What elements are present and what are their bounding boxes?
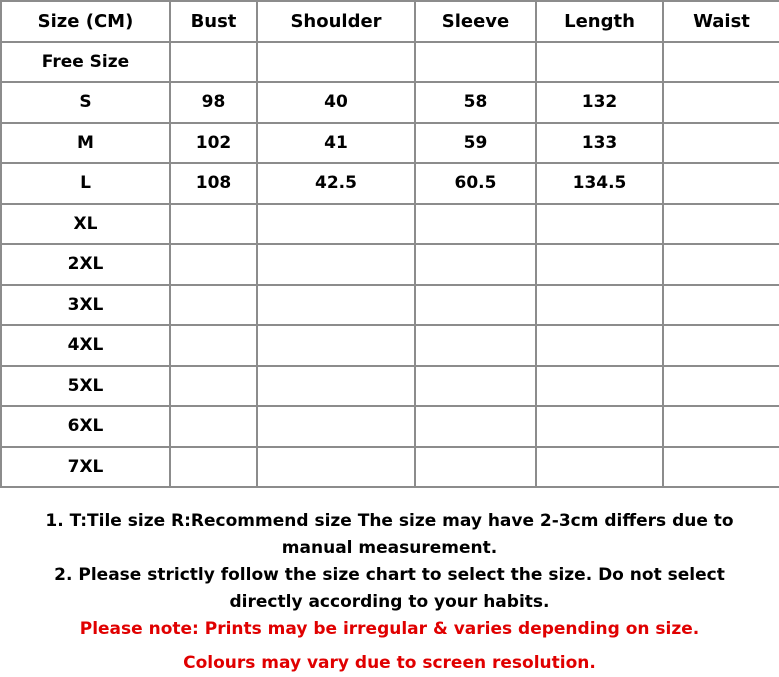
cell-shoulder xyxy=(257,366,415,407)
table-row xyxy=(1,123,779,164)
cell-length: 134.5 xyxy=(536,163,663,204)
cell-length: 132 xyxy=(536,82,663,123)
cell-bust xyxy=(170,244,257,285)
cell-sleeve xyxy=(415,366,536,407)
table-row xyxy=(1,406,779,447)
cell-length xyxy=(536,244,663,285)
cell-waist xyxy=(663,325,779,366)
note-size-selection: 2. Please strictly follow the size chart to select the size. Do not select directly according to your habits. xyxy=(54,565,725,612)
size-notes xyxy=(0,508,779,677)
cell-bust xyxy=(170,204,257,245)
cell-bust xyxy=(170,366,257,407)
warning-prints: Please note: Prints may be irregular & varies depending on size. xyxy=(79,619,700,639)
cell-size: M xyxy=(1,123,170,164)
cell-size: L xyxy=(1,163,170,204)
cell-sleeve xyxy=(415,406,536,447)
cell-size: 3XL xyxy=(1,285,170,326)
cell-sleeve: 58 xyxy=(415,82,536,123)
cell-bust: 102 xyxy=(170,123,257,164)
cell-sleeve xyxy=(415,285,536,326)
cell-length xyxy=(536,204,663,245)
cell-shoulder xyxy=(257,406,415,447)
size-chart-body xyxy=(1,1,779,487)
cell-sleeve xyxy=(415,325,536,366)
header-shoulder: Shoulder xyxy=(257,1,415,42)
cell-bust xyxy=(170,325,257,366)
cell-length xyxy=(536,325,663,366)
cell-bust: 98 xyxy=(170,82,257,123)
cell-bust xyxy=(170,406,257,447)
cell-waist xyxy=(663,447,779,488)
header-bust: Bust xyxy=(170,1,257,42)
cell-shoulder: 42.5 xyxy=(257,163,415,204)
table-row xyxy=(1,285,779,326)
table-row xyxy=(1,325,779,366)
cell-waist xyxy=(663,82,779,123)
cell-sleeve xyxy=(415,42,536,83)
cell-length xyxy=(536,285,663,326)
table-row xyxy=(1,366,779,407)
cell-size: 6XL xyxy=(1,406,170,447)
cell-shoulder xyxy=(257,42,415,83)
cell-waist xyxy=(663,163,779,204)
cell-length xyxy=(536,366,663,407)
cell-size: 7XL xyxy=(1,447,170,488)
header-sleeve: Sleeve xyxy=(415,1,536,42)
table-row xyxy=(1,244,779,285)
table-row xyxy=(1,204,779,245)
cell-waist xyxy=(663,123,779,164)
cell-length: 133 xyxy=(536,123,663,164)
header-waist: Waist xyxy=(663,1,779,42)
cell-size: Free Size xyxy=(1,42,170,83)
cell-shoulder xyxy=(257,204,415,245)
cell-length xyxy=(536,42,663,83)
cell-sleeve: 60.5 xyxy=(415,163,536,204)
cell-sleeve xyxy=(415,244,536,285)
cell-size: 4XL xyxy=(1,325,170,366)
header-size: Size (CM) xyxy=(1,1,170,42)
table-row xyxy=(1,82,779,123)
cell-shoulder: 41 xyxy=(257,123,415,164)
cell-size: XL xyxy=(1,204,170,245)
note-measurement: 1. T:Tile size R:Recommend size The size may have 2-3cm differs due to manual measurement. xyxy=(45,511,734,558)
cell-sleeve xyxy=(415,447,536,488)
table-row xyxy=(1,447,779,488)
cell-shoulder xyxy=(257,325,415,366)
cell-bust xyxy=(170,285,257,326)
cell-bust xyxy=(170,447,257,488)
cell-length xyxy=(536,406,663,447)
cell-waist xyxy=(663,366,779,407)
cell-shoulder xyxy=(257,447,415,488)
cell-sleeve xyxy=(415,204,536,245)
cell-bust: 108 xyxy=(170,163,257,204)
table-row xyxy=(1,163,779,204)
cell-shoulder xyxy=(257,285,415,326)
cell-waist xyxy=(663,42,779,83)
cell-length xyxy=(536,447,663,488)
cell-waist xyxy=(663,406,779,447)
cell-waist xyxy=(663,244,779,285)
cell-waist xyxy=(663,204,779,245)
table-row xyxy=(1,42,779,83)
cell-bust xyxy=(170,42,257,83)
header-length: Length xyxy=(536,1,663,42)
cell-shoulder xyxy=(257,244,415,285)
cell-sleeve: 59 xyxy=(415,123,536,164)
cell-size: S xyxy=(1,82,170,123)
cell-size: 2XL xyxy=(1,244,170,285)
table-header-row xyxy=(1,1,779,42)
warning-colours: Colours may vary due to screen resolution. xyxy=(183,653,596,673)
cell-waist xyxy=(663,285,779,326)
cell-size: 5XL xyxy=(1,366,170,407)
cell-shoulder: 40 xyxy=(257,82,415,123)
